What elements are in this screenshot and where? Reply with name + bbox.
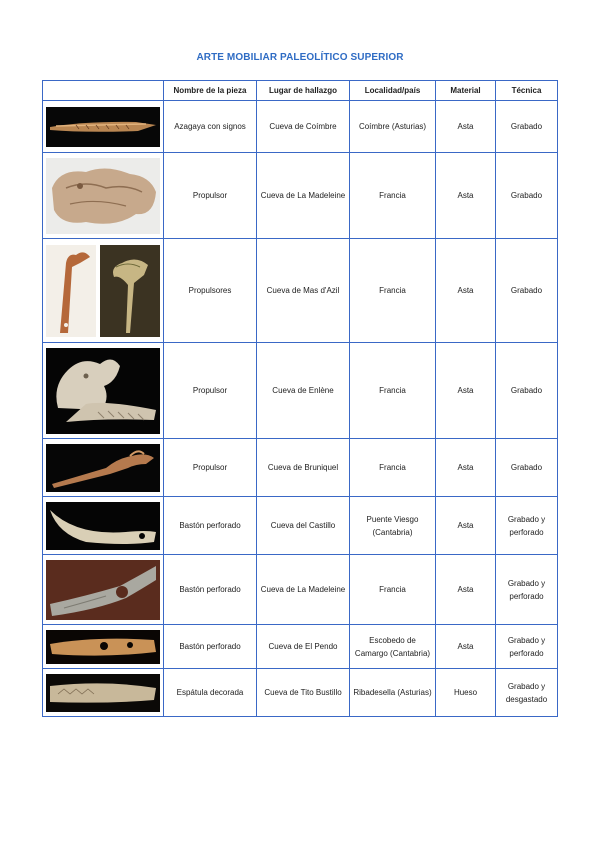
cell-nombre: Bastón perforado (164, 555, 257, 625)
cell-lugar: Cueva de Bruniquel (257, 439, 350, 497)
image-cell (43, 625, 164, 669)
cell-localidad: Puente Viesgo (Cantabria) (350, 497, 436, 555)
propulsor-left-image (46, 245, 96, 337)
cell-material: Asta (436, 625, 496, 669)
azagaya-image (46, 107, 160, 147)
cell-nombre: Propulsor (164, 153, 257, 239)
cell-material: Asta (436, 497, 496, 555)
propulsor-bruniquel-image (46, 444, 160, 492)
table-row (43, 239, 558, 343)
image-cell (43, 497, 164, 555)
cell-localidad: Francia (350, 439, 436, 497)
cell-localidad: Francia (350, 239, 436, 343)
cell-tecnica: Grabado y perforado (496, 625, 558, 669)
cell-localidad: Francia (350, 555, 436, 625)
cell-tecnica: Grabado y perforado (496, 555, 558, 625)
cell-tecnica: Grabado (496, 239, 558, 343)
cell-nombre: Bastón perforado (164, 497, 257, 555)
table-row (43, 153, 558, 239)
propulsor-right-image (100, 245, 160, 337)
cell-material: Asta (436, 101, 496, 153)
cell-lugar: Cueva de Coímbre (257, 101, 350, 153)
cell-nombre: Azagaya con signos (164, 101, 257, 153)
image-cell (43, 439, 164, 497)
cell-nombre: Bastón perforado (164, 625, 257, 669)
image-cell (43, 239, 164, 343)
cell-lugar: Cueva de Mas d'Azil (257, 239, 350, 343)
cell-nombre: Propulsor (164, 343, 257, 439)
cell-nombre: Propulsores (164, 239, 257, 343)
cell-lugar: Cueva de Enlène (257, 343, 350, 439)
cell-lugar: Cueva del Castillo (257, 497, 350, 555)
table-row (43, 497, 558, 555)
cell-tecnica: Grabado y desgastado (496, 669, 558, 717)
header-localidad: Localidad/país (350, 81, 436, 101)
cell-tecnica: Grabado (496, 153, 558, 239)
table-row (43, 625, 558, 669)
cell-tecnica: Grabado (496, 101, 558, 153)
cell-localidad: Francia (350, 343, 436, 439)
baston-madeleine-image (46, 560, 160, 620)
cell-material: Asta (436, 153, 496, 239)
table-row (43, 101, 558, 153)
page-title: ARTE MOBILIAR PALEOLÍTICO SUPERIOR (196, 52, 404, 63)
image-cell (43, 153, 164, 239)
cell-material: Asta (436, 343, 496, 439)
header-lugar: Lugar de hallazgo (257, 81, 350, 101)
header-tecnica: Técnica (496, 81, 558, 101)
cell-lugar: Cueva de La Madeleine (257, 555, 350, 625)
propulsor-madeleine-image (46, 158, 160, 234)
cell-localidad: Escobedo de Camargo (Cantabria) (350, 625, 436, 669)
artifact-table (42, 80, 558, 717)
cell-lugar: Cueva de Tito Bustillo (257, 669, 350, 717)
cell-nombre: Propulsor (164, 439, 257, 497)
propulsores-images (46, 245, 160, 337)
table-row (43, 343, 558, 439)
table-row (43, 439, 558, 497)
table-header-row (43, 81, 558, 101)
cell-localidad: Francia (350, 153, 436, 239)
table-row (43, 555, 558, 625)
cell-tecnica: Grabado (496, 343, 558, 439)
cell-lugar: Cueva de La Madeleine (257, 153, 350, 239)
cell-material: Asta (436, 555, 496, 625)
cell-tecnica: Grabado y perforado (496, 497, 558, 555)
table-row (43, 669, 558, 717)
image-cell (43, 555, 164, 625)
baston-castillo-image (46, 502, 160, 550)
image-cell (43, 101, 164, 153)
cell-localidad: Ribadesella (Asturias) (350, 669, 436, 717)
cell-material: Asta (436, 439, 496, 497)
cell-localidad: Coímbre (Asturias) (350, 101, 436, 153)
cell-lugar: Cueva de El Pendo (257, 625, 350, 669)
cell-material: Hueso (436, 669, 496, 717)
image-cell (43, 343, 164, 439)
header-material: Material (436, 81, 496, 101)
header-nombre: Nombre de la pieza (164, 81, 257, 101)
baston-pendo-image (46, 630, 160, 664)
cell-material: Asta (436, 239, 496, 343)
cell-nombre: Espátula decorada (164, 669, 257, 717)
propulsor-enlene-image (46, 348, 160, 434)
espatula-image (46, 674, 160, 712)
cell-tecnica: Grabado (496, 439, 558, 497)
image-cell (43, 669, 164, 717)
header-image (43, 81, 164, 101)
